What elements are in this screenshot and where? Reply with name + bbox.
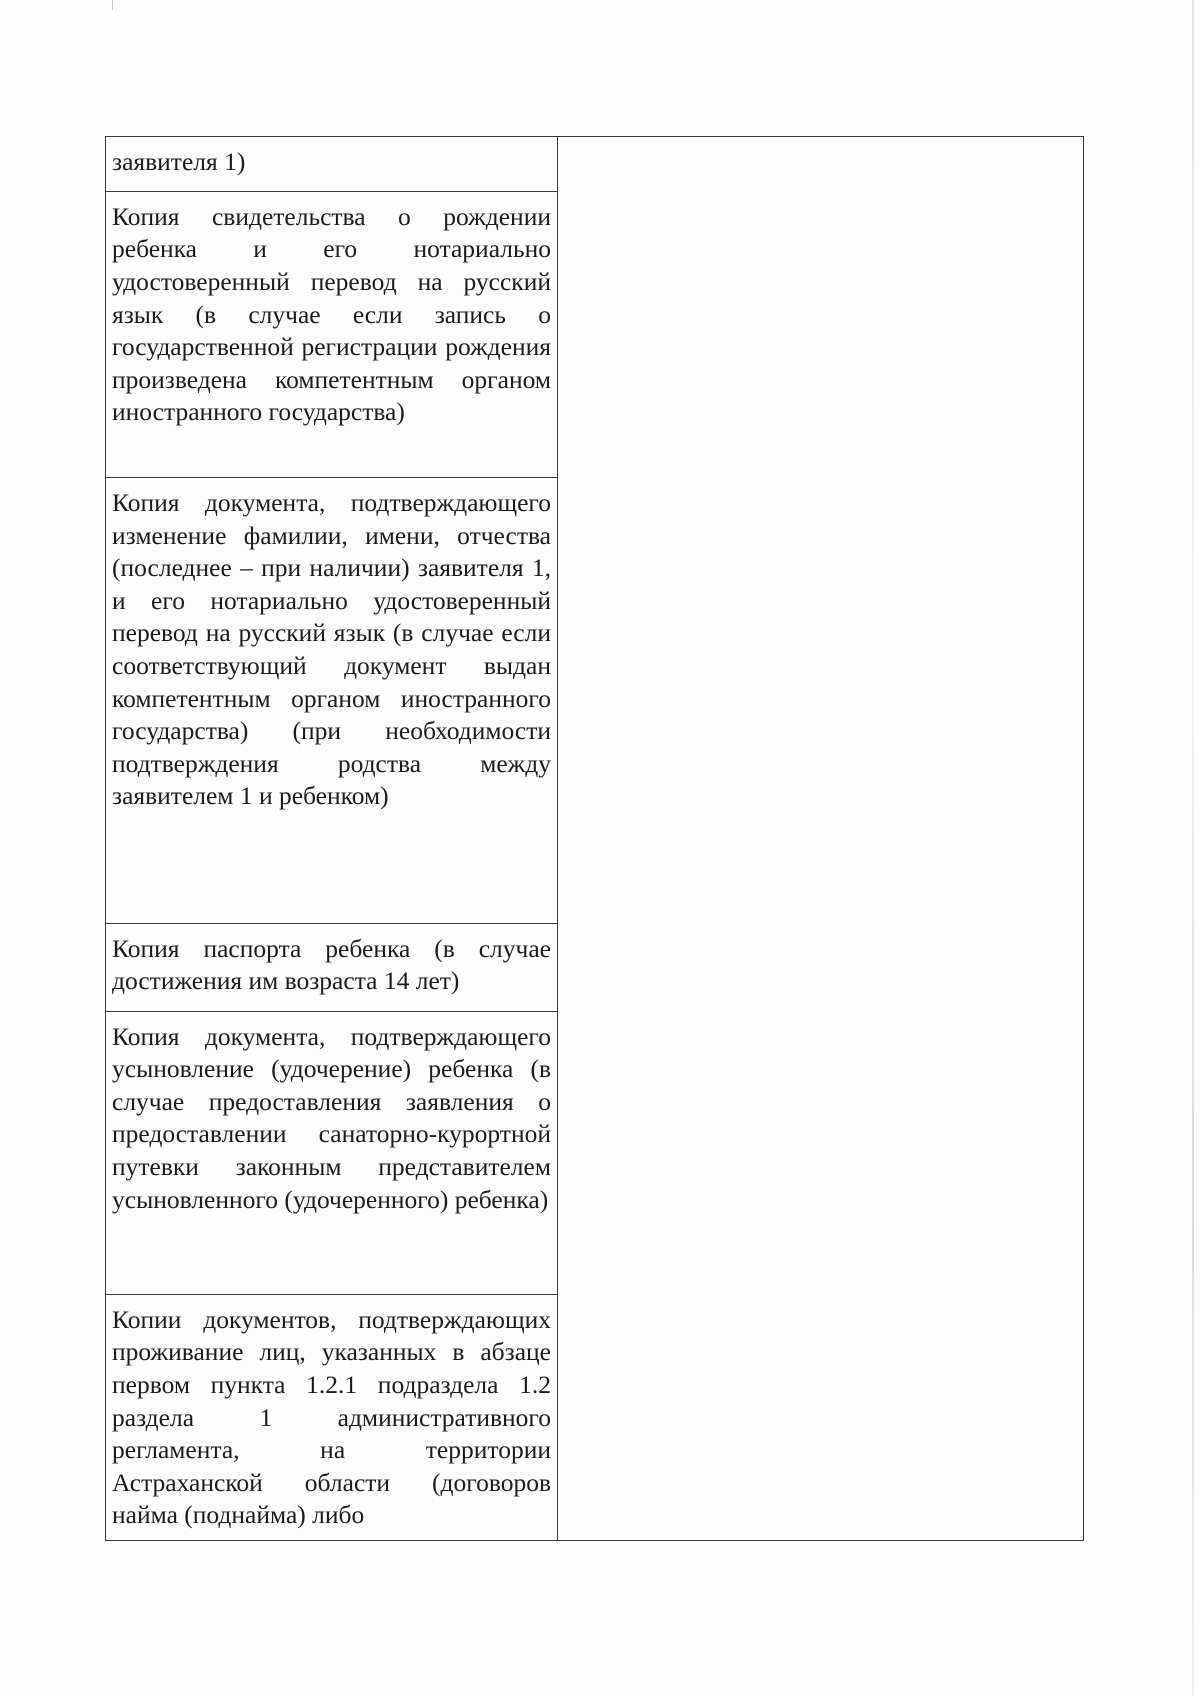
documents-column — [106, 137, 558, 1540]
table-row: Копия документа, подтверждающего изменение фамилии, имени, отчества (последнее – при наличии) заявителя 1, и его нотариально удостоверенный перевод на русский язык (в случае если соответствующий документ выдан компетентным органом иностранного государства) (при необходимости подтверждения родства между заявителем 1 и ребенком) — [106, 478, 557, 924]
table-row: Копии документов, подтверждающих проживание лиц, указанных в абзаце первом пункта 1.2.1 подраздела 1.2 раздела 1 административного регламента, на территории Астраханской области (договоров найма (поднайма) либо — [112, 1304, 551, 1530]
documents-table — [105, 136, 1084, 1541]
table-row: Копия паспорта ребенка (в случае достижения им возраста 14 лет) — [106, 924, 557, 1012]
table-row: заявителя 1) — [106, 137, 557, 192]
table-row: Копия документа, подтверждающего усыновление (удочерение) ребенка (в случае предоставления заявления о предоставлении санаторно-курортной путевки законным представителем усыновленного (удочеренного) ребенка) — [106, 1012, 557, 1295]
scan-mark — [112, 0, 113, 10]
table-row: Копия свидетельства о рождении ребенка и его нотариально удостоверенный перевод на русский язык (в случае если запись о государственной регистрации рождения произведена компетентным органом иностранного государства) — [106, 192, 557, 478]
empty-column — [558, 137, 1083, 1540]
scan-edge — [1192, 0, 1194, 1696]
